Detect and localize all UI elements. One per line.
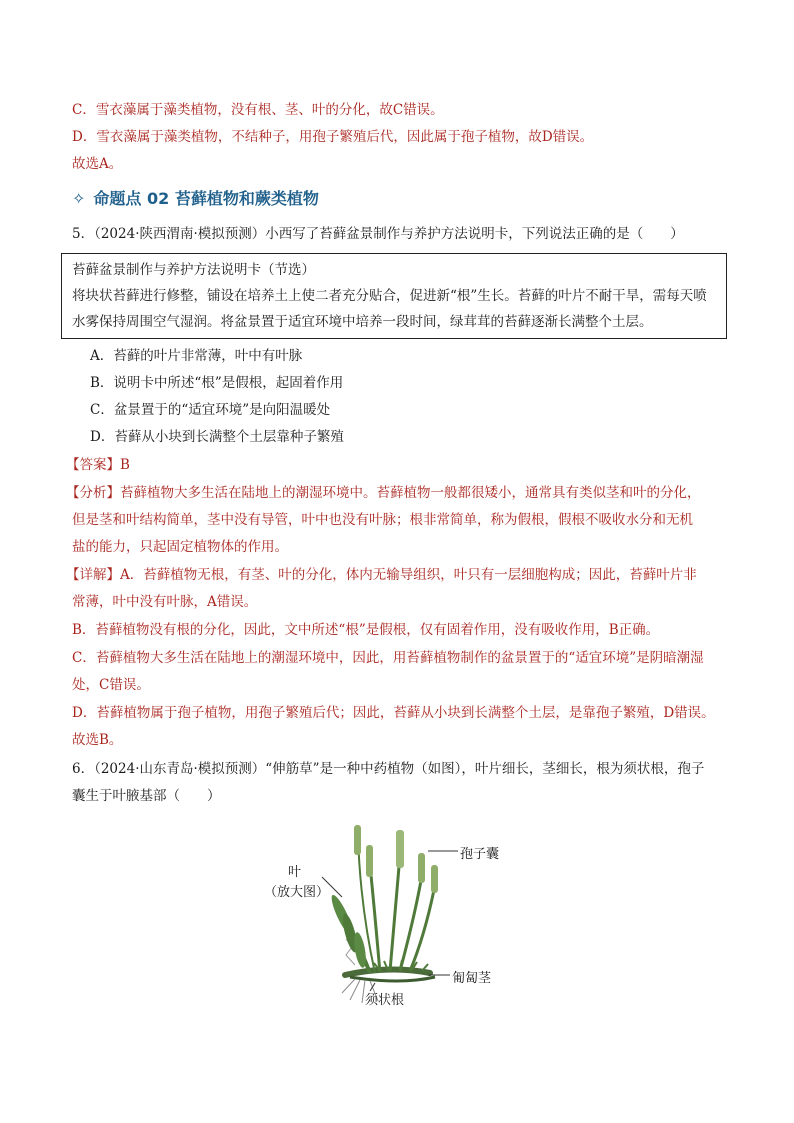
label-root: 须状根 [365,993,405,1008]
prev-answer: 故选A。 [72,156,123,172]
label-sporangium: 孢子囊 [460,847,500,862]
question-6-stem-line-2: 囊生于叶腋基部（ ） [72,788,221,804]
detail-line-c2: 处，C错误。 [72,677,150,693]
analysis-line-1 [66,483,701,503]
prev-option-c-explanation: C．雪衣藻属于藻类植物，没有根、茎、叶的分化，故C错误。 [72,102,444,118]
option-d: D．苔藓从小块到长满整个土层靠种子繁殖 [90,429,344,445]
detail-label: 【详解】 [66,567,120,583]
plant-figure [250,815,520,1015]
card-title: 苔藓盆景制作与养护方法说明卡（节选） [72,262,315,278]
detail-line-a1 [66,565,697,585]
option-b: B．说明卡中所述“根”是假根，起固着作用 [90,375,344,391]
answer-value: B [120,457,130,473]
section-title: 命题点 02 苔藓植物和蕨类植物 [93,189,319,208]
card-text-line-1: 将块状苔藓进行修整，铺设在培养土上使二者充分贴合，促进新“根”生长。苔藓的叶片不耐干旱，需每天喷 [72,288,707,304]
question-6-stem-line-1: 6．（2024·山东青岛·模拟预测）“伸筋草”是一种中药植物（如图），叶片细长，茎细长，根为须状根，孢子 [72,761,705,777]
detail-text-a1: A．苔藓植物无根，有茎、叶的分化，体内无输导组织，叶只有一层细胞构成；因此，苔藓叶片非 [120,567,697,583]
answer-line [66,455,130,475]
label-leaf-zoom: （放大图） [264,885,330,900]
question-5-stem: 5．（2024·陕西渭南·模拟预测）小西写了苔藓盆景制作与养护方法说明卡，下列说法正确的是（ ） [72,226,684,242]
card-text-line-2: 水雾保持周围空气湿润。将盆景置于适宜环境中培养一段时间，绿茸茸的苔藓逐渐长满整个土层。 [72,314,653,330]
option-c: C．盆景置于的“适宜环境”是向阳温暖处 [90,402,331,418]
diamond-icon: ✧ [72,189,86,208]
analysis-line-2: 但是茎和叶结构简单，茎中没有导管，叶中也没有叶脉；根非常简单，称为假根，假根不吸收水分和无机 [72,512,693,528]
detail-line-c1: C．苔藓植物大多生活在陆地上的潮湿环境中，因此，用苔藓植物制作的盆景置于的“适宜环境”是阴暗潮湿 [72,650,704,666]
instruction-card [61,253,727,339]
detail-line-b: B．苔藓植物没有根的分化，因此，文中所述“根”是假根，仅有固着作用，没有吸收作用，B正确。 [72,622,660,638]
label-stolon: 匍匐茎 [452,971,492,986]
analysis-text-1: 苔藓植物大多生活在陆地上的潮湿环境中。苔藓植物一般都很矮小，通常具有类似茎和叶的分化， [120,485,701,501]
section-heading [72,186,319,209]
prev-option-d-explanation: D．雪衣藻属于藻类植物，不结种子，用孢子繁殖后代，因此属于孢子植物，故D错误。 [72,129,594,145]
label-leaf: 叶 [288,865,302,880]
detail-line-a2: 常薄，叶中没有叶脉，A错误。 [72,594,258,610]
option-a: A．苔藓的叶片非常薄，叶中有叶脉 [90,348,303,364]
detail-line-d: D．苔藓植物属于孢子植物，用孢子繁殖后代；因此，苔藓从小块到长满整个土层，是靠孢子繁殖，D错误。 [72,705,715,721]
analysis-label: 【分析】 [66,485,120,501]
answer-label: 【答案】 [66,457,120,473]
analysis-line-3: 盐的能力，只起固定植物体的作用。 [72,539,288,555]
final-answer: 故选B。 [72,732,123,748]
